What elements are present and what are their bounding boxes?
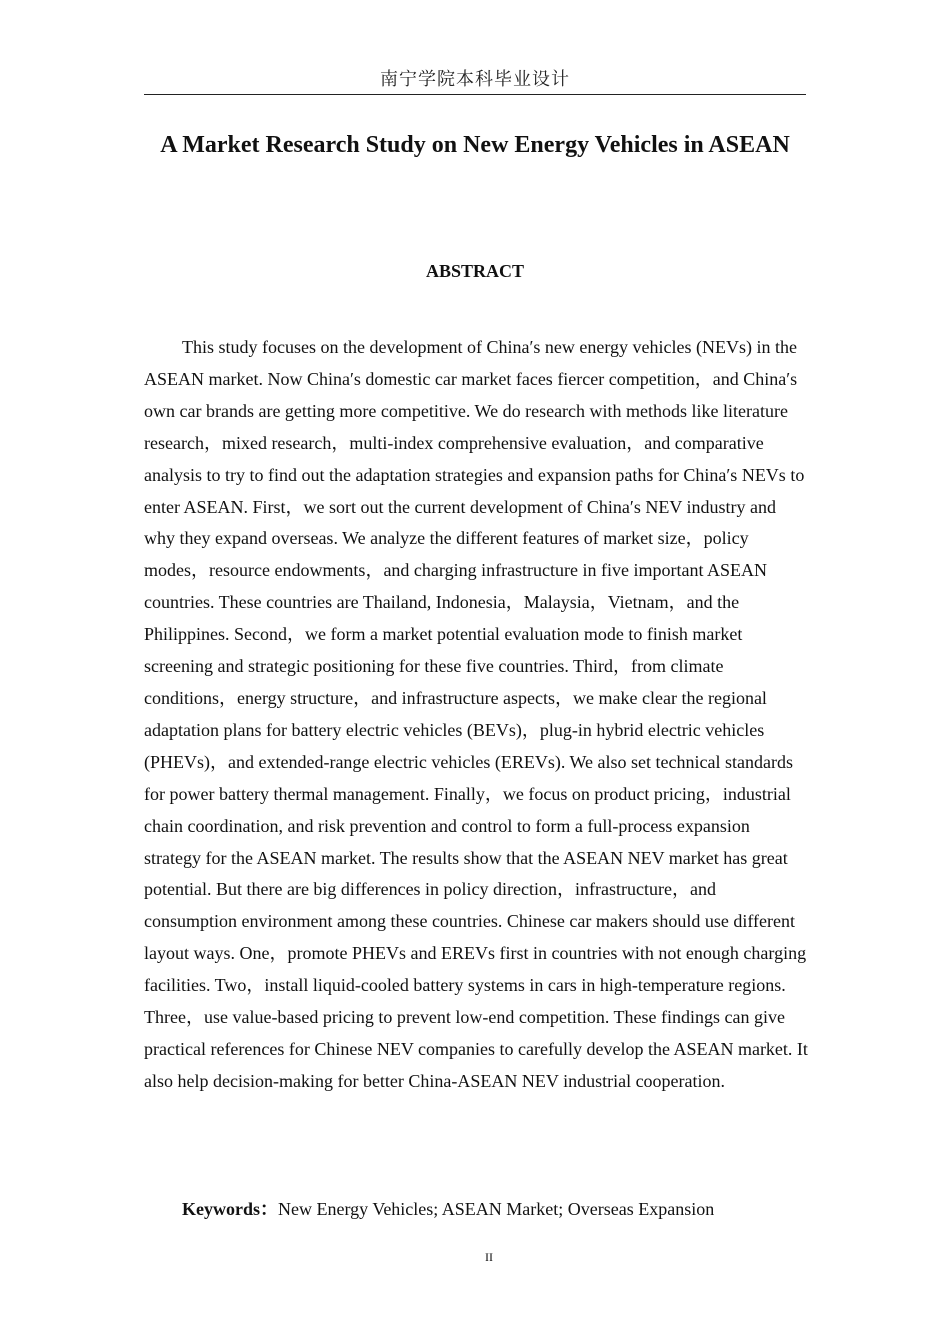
- abstract-heading: ABSTRACT: [425, 261, 525, 281]
- running-header: 南宁学院本科毕业设计: [380, 69, 570, 90]
- keywords-line: [182, 1194, 806, 1224]
- keywords-value: New Energy Vehicles; ASEAN Market; Overseas Expansion: [278, 1199, 715, 1219]
- document-title: A Market Research Study on New Energy Vehicles in ASEAN: [160, 132, 790, 158]
- abstract-paragraph: This study focuses on the development of China′s new energy vehicles (NEVs) in the ASEAN market. Now China′s domestic car market faces fiercer competition，and China′s own car brands are getting more competitive. We do research with methods like literature research，mixed research，multi-index comprehensive evaluation，and comparative analysis to try to find out the adaptation strategies and expansion paths for China′s NEVs to enter ASEAN. First，we sort out the current development of China′s NEV industry and why they expand overseas. We analyze the different features of market size，policy modes，resource endowments，and charging infrastructure in five important ASEAN countries. These countries are Thailand, Indonesia，Malaysia，Vietnam，and the Philippines. Second，we form a market potential evaluation mode to finish market screening and strategic positioning for these five countries. Third，from climate conditions，energy structure，and infrastructure aspects，we make clear the regional adaptation plans for battery electric vehicles (BEVs)，plug-in hybrid electric vehicles (PHEVs)，and extended-range electric vehicles (EREVs). We also set technical standards for power battery thermal management. Finally，we focus on product pricing，industrial chain coordination, and risk prevention and control to form a full-process expansion strategy for the ASEAN market. The results show that the ASEAN NEV market has great potential. But there are big differences in policy direction，infrastructure，and consumption environment among these countries. Chinese car makers should use different layout ways. One，promote PHEVs and EREVs first in countries with not enough charging facilities. Two，install liquid-cooled battery systems in cars in high-temperature regions. Three，use value-based pricing to prevent low-end competition. These findings can give practical references for Chinese NEV companies to carefully develop the ASEAN market. It also help decision-making for better China-ASEAN NEV industrial cooperation.: [144, 337, 808, 1091]
- keywords-label: Keywords：: [182, 1199, 278, 1219]
- page-number: II: [485, 1250, 493, 1264]
- header-divider: [144, 94, 806, 95]
